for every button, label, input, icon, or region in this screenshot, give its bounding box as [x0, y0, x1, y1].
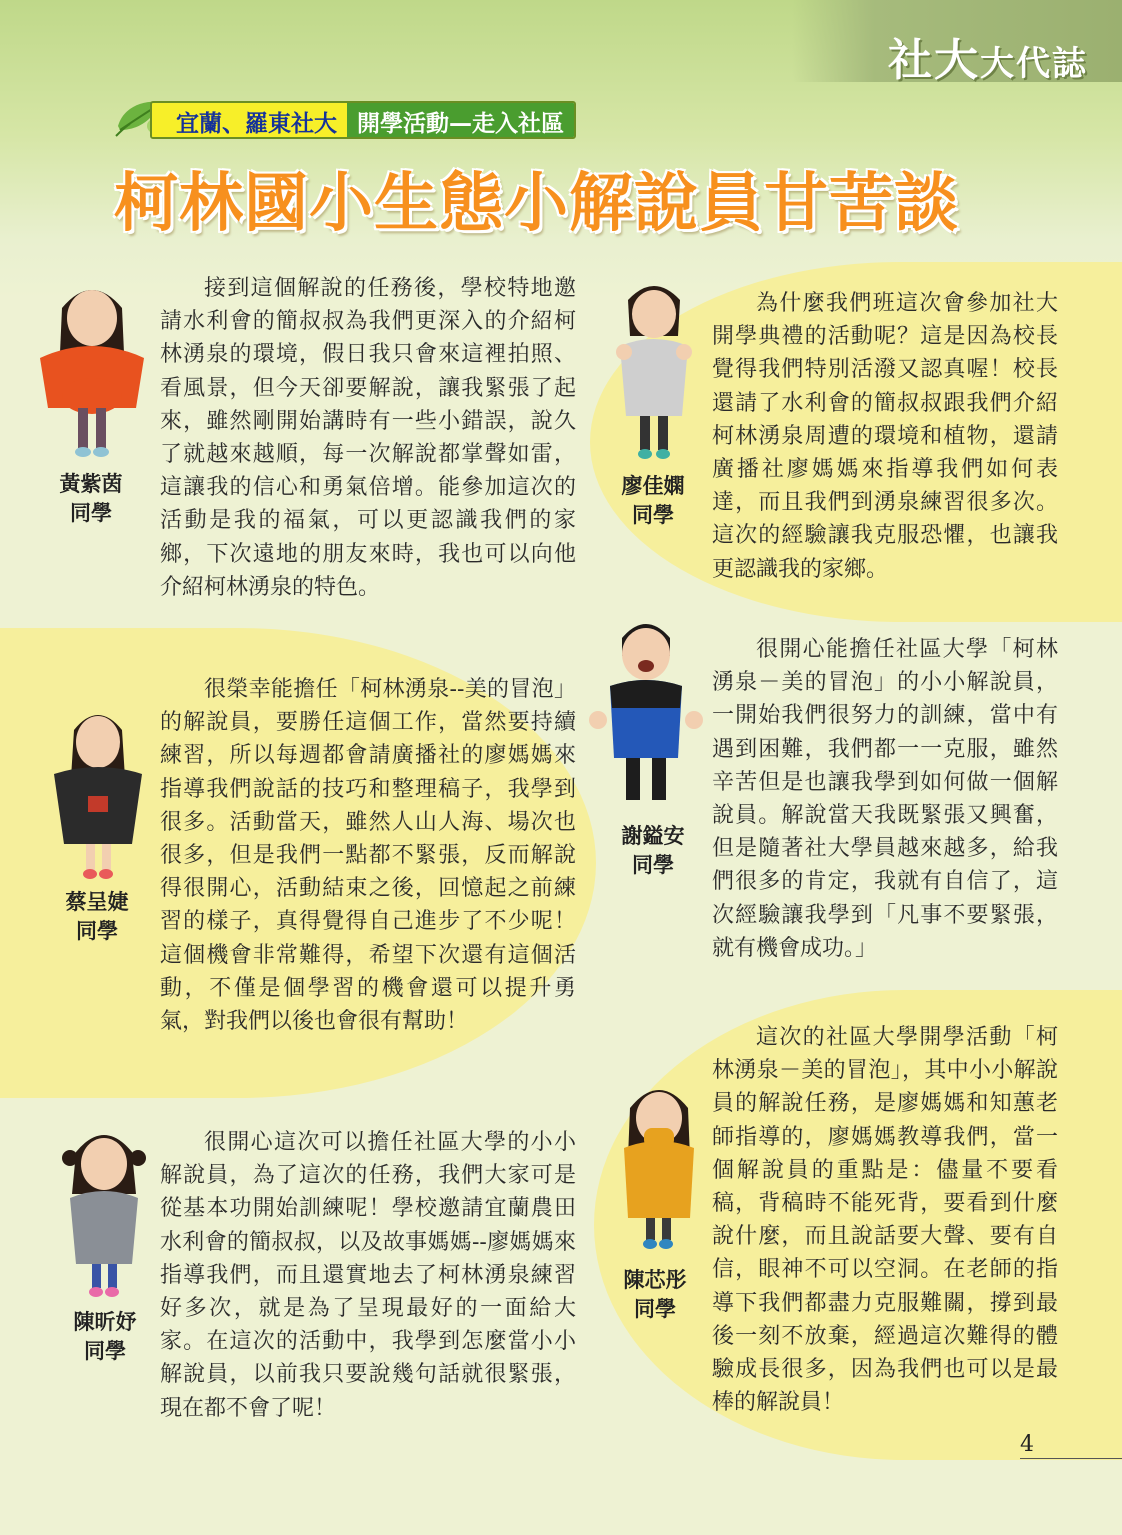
tag-event: 開學活動—走入社區 — [347, 103, 574, 137]
student-photo — [610, 276, 698, 460]
tag-school: 宜蘭、羅東社大 — [152, 103, 347, 137]
student-testimonial: 接到這個解說的任務後，學校特地邀請水利會的簡叔叔為我們更深入的介紹柯林湧泉的環境，假日我只會來這裡拍照、看風景，但今天卻要解說，讓我緊張了起來，雖然剛開始講時有一些小錯誤，說久了就越來越順，每一次解說都掌聲如雷，這讓我的信心和勇氣倍增。能參加這次的活動是我的福氣，可以更認識我們的家鄉，下次遠地的朋友來時，我也可以向他介紹柯林湧泉的特色。 — [160, 276, 576, 600]
student-name: 謝鎰安 同學 — [621, 824, 685, 877]
student-name: 陳昕妤 同學 — [73, 1310, 137, 1363]
student-name: 黃紫茵 同學 — [59, 472, 123, 525]
student-photo — [614, 1078, 704, 1250]
student-photo — [586, 612, 706, 810]
student-photo — [56, 1124, 152, 1300]
page-title: 柯林國小生態小解說員甘苦談 — [114, 167, 959, 241]
student-photo — [30, 278, 154, 460]
masthead-band — [792, 0, 1122, 86]
student-photo — [46, 704, 150, 880]
student-testimonial: 為什麼我們班這次會參加社大開學典禮的活動呢？這是因為校長覺得我們特別活潑又認真喔！校長還請了水利會的簡叔叔跟我們介紹柯林湧泉周遭的環境和植物，還請廣播社廖媽媽來指導我們如何表達，而且我們到湧泉練習很多次。這次的經驗讓我克服恐懼，也讓我更認識我的家鄉。 — [712, 291, 1058, 582]
student-testimonial: 這次的社區大學開學活動「柯林湧泉－美的冒泡」，其中小小解說員的解說任務，是廖媽媽和知蕙老師指導的，廖媽媽教導我們，當一個解說員的重點是：儘量不要看稿，背稿時不能死背，要看到什麼說什麼，而且說話要大聲、要有自信，眼神不可以空洞。在老師的指導下我們都盡力克服難關，撐到最後一刻不放棄，經過這次難得的體驗成長很多，因為我們也可以是最棒的解說員！ — [712, 1025, 1058, 1416]
page-number-rule — [1020, 1458, 1122, 1459]
section-tag — [150, 101, 576, 139]
masthead-title: 社大大代誌 — [888, 35, 1088, 86]
student-testimonial: 很開心能擔任社區大學「柯林湧泉－美的冒泡」的小小解說員，一開始我們很努力的訓練，當中有遇到困難，我們都一一克服，雖然辛苦但是也讓我學到如何做一個解說員。解說當天我既緊張又興奮，但是隨著社大學員越來越多，給我們很多的肯定，我就有自信了，這次經驗讓我學到「凡事不要緊張，就有機會成功。」 — [712, 637, 1058, 961]
student-testimonial: 很榮幸能擔任「柯林湧泉--美的冒泡」的解說員，要勝任這個工作，當然要持續練習，所以每週都會請廣播社的廖媽媽來指導我們說話的技巧和整理稿子，我學到很多。活動當天，雖然人山人海、場次也很多，但是我們一點都不緊張，反而解說得很開心，活動結束之後，回憶起之前練習的樣子，真得覺得自己進步了不少呢！這個機會非常難得，希望下次還有這個活動，不僅是個學習的機會還可以提升勇氣，對我們以後也會很有幫助！ — [160, 677, 576, 1035]
student-testimonial: 很開心這次可以擔任社區大學的小小解說員，為了這次的任務，我們大家可是從基本功開始訓練呢！學校邀請宜蘭農田水利會的簡叔叔，以及故事媽媽--廖媽媽來指導我們，而且還實地去了柯林湧泉練習好多次，就是為了呈現最好的一面給大家。在這次的活動中，我學到怎麼當小小解說員，以前我只要說幾句話就很緊張，現在都不會了呢！ — [160, 1130, 576, 1421]
student-name: 廖佳嫻 同學 — [621, 474, 685, 527]
page-number: 4 — [1020, 1432, 1034, 1457]
student-name: 陳芯彤 同學 — [623, 1268, 687, 1321]
student-name: 蔡呈婕 同學 — [65, 890, 129, 943]
